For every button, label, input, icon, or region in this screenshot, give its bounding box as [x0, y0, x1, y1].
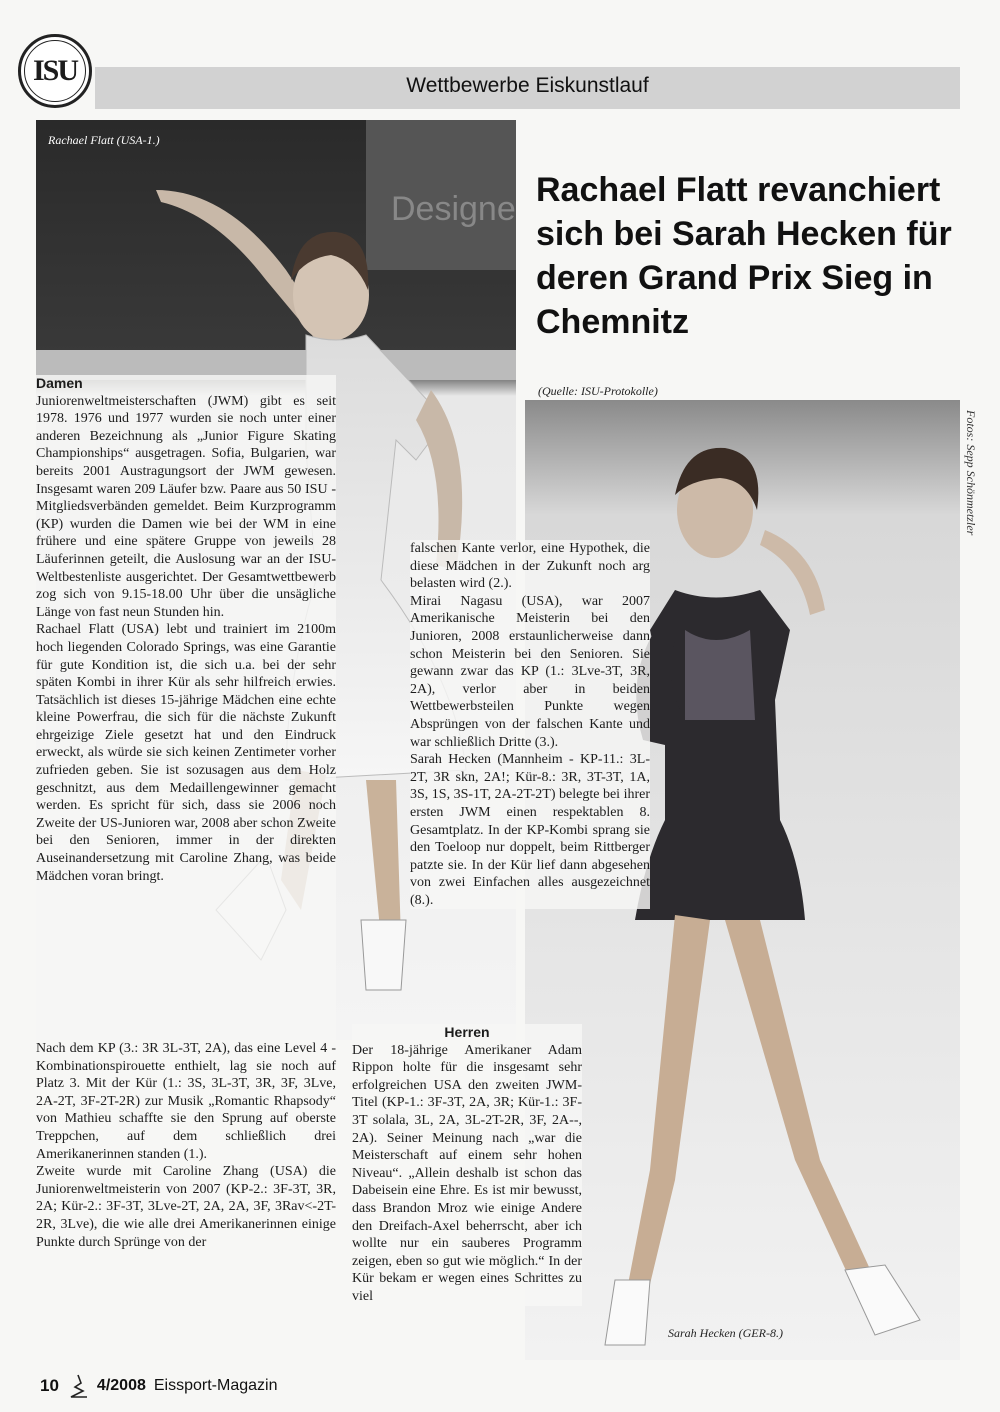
svg-text:Designe: Designe: [391, 190, 516, 228]
column-bottom-left: [36, 1040, 336, 1251]
caption-right-photo: Sarah Hecken (GER-8.): [668, 1326, 783, 1340]
photo-credit: Fotos: Sepp Schönmetzler: [964, 410, 978, 536]
paragraph-hecken: Sarah Hecken (Mannheim - KP-11.: 3L-2T, 3R skn, 2A!; Kür-8.: 3R, 3T-3T, 1A, 3S, 1S, 3S-1T, 2A-2T-2T) belegte bei ihrer ersten JWM einen respektablen 8. Gesamtplatz. In der KP-Kombi sprang sie den Toeloop nur doppelt, beim Rittberger patzte sie. In der Kür lief dann abgesehen von zwei Einfachen alles ausgezeichnet (8.).: [410, 752, 650, 908]
paragraph-zhang: Zweite wurde mit Caroline Zhang (USA) die Juniorenweltmeisterin von 2007 (KP-2.: 3F-3T, 3R, 2A; Kür-2.: 3F-3T, 3Lve-2T, 2A, 2A, 3F, 3Rav<-2T-2R, 3Lve), die wie alle drei Amerikanerinnen einige Punkte durch Sprünge von der: [36, 1164, 336, 1250]
column-herren: [352, 1024, 582, 1306]
subheading-herren: Herren: [444, 1024, 490, 1040]
paragraph-rippon: Der 18-jährige Amerikaner Adam Rippon holte für die insgesamt sehr erfolgreichen USA den zweiten JWM-Titel (KP-1.: 3F-3T, 2A, 3R; Kür-1.: 3F-3T solala, 3L, 2A, 3L-2T-2R, 3F, 2A--, 2A). Seiner Meinung nach „war die Meisterschaft auf einem sehr hohen Niveau“. „Allein deshalb ist schon das Dabeisein eine Ehre. Es ist mir bewusst, dass Brandon Mroz wie einige Andere den Dreifach-Axel beherrscht, aber ich wollte nur ein sauberes Programm zeigen, eben so gut wie möglich.“ In der Kür bekam er wegen eines Schrittes zu viel: [352, 1042, 582, 1304]
paragraph-flatt-kuer: Nach dem KP (3.: 3R 3L-3T, 2A), das eine Level 4 - Kombinationspirouette enthielt, lag sie noch auf Platz 3. Mit der Kür (1.: 3S, 3L-3T, 3R, 3F, 3Lve, 2A-2T, 3F-2T-2R) zur Musik „Romantic Rhapsody“ von Mathieu schaffte sie den Sprung auf oberste Treppchen, auf dem schließlich drei Amerikanerinnen standen (1.).: [36, 1041, 336, 1162]
paragraph-zhang-cont: falschen Kante verlor, eine Hypothek, die diese Mädchen in der Zukunft noch arg belasten wird (2.).: [410, 541, 650, 592]
issue-number: 4/2008: [96, 1377, 146, 1394]
paragraph-jwm-history: Juniorenweltmeisterschaften (JWM) gibt es seit 1978. 1976 und 1977 wurden sie noch unter einer anderen Bezeichnung als „Junior Figure Skating Championships“ ausgetragen. Sofia, Bulgarien, war bereits 2001 Austragungsort der JWM gewesen. Insgesamt waren 209 Läufer bzw. Paare aus 50 ISU - Mitgliedsverbänden gemeldet. Beim Kurzprogramm (KP) wurden die Damen wie bei der WM in eine frühere und eine spätere Gruppe von jeweils 28 Läuferinnen geteilt, die Auslosung war an der ISU-Weltbestenliste ausgerichtet. Der Gesamtwettbewerb zog sich von 9.15-18.00 Uhr über die unsägliche Länge von fast neun Stunden hin.: [36, 393, 336, 620]
isu-logo-text: ISU: [24, 40, 86, 102]
page-number: 10: [40, 1376, 59, 1395]
page-footer: [40, 1373, 277, 1399]
paragraph-flatt: Rachael Flatt (USA) lebt und trainiert im 2100m hoch liegenden Colorado Springs, was eine Garantie für gute Kondition ist, die sich u.a. bei der sehr späten Kombi in ihrer Kür als sehr hilfreich erwies. Tatsächlich ist dieses 15-jährige Mädchen eine echte kleine Powerfrau, die sich für die nächste Zukunft ehrgeizige Ziele gesetzt hat und den Eindruck erweckt, als würde sie sich keinen Zentimeter vorher zufrieden geben. Sie ist sozusagen aus dem Holz geschnitzt, aus dem Medaillengewinner gemacht werden. Es spricht für sich, dass sie 2006 noch Zweite der US-Junioren war, 2008 aber schon Zweite bei den Senioren, immer in der direkten Auseinandersetzung mit Caroline Zhang, was beide Mädchen voran bringt.: [36, 622, 336, 884]
article-headline: Rachael Flatt revanchiert sich bei Sarah Hecken für deren Grand Prix Sieg in Chemnitz: [536, 171, 952, 341]
skater-icon: [67, 1373, 89, 1399]
caption-left-photo: Rachael Flatt (USA-1.): [48, 133, 160, 147]
column-middle: [410, 540, 650, 909]
section-title: Wettbewerbe Eiskunstlauf: [406, 74, 649, 97]
subheading-damen: Damen: [36, 375, 83, 391]
column-damen: [36, 375, 336, 1040]
paragraph-nagasu: Mirai Nagasu (USA), war 2007 Amerikanische Meisterin bei den Junioren, 2008 erstaunlicherweise dann schon Meisterin bei den Senioren. Sie gewann zwar das KP (1.: 3Lve-3T, 3R, 2A), verlor aber in beiden Wettbewerbsteilen Punkte wegen Absprüngen von der falschen Kante und war schließlich Dritte (3.).: [410, 593, 650, 750]
magazine-name: Eissport-Magazin: [153, 1377, 278, 1394]
source-note: (Quelle: ISU-Protokolle): [538, 384, 658, 398]
isu-logo: [18, 34, 92, 108]
